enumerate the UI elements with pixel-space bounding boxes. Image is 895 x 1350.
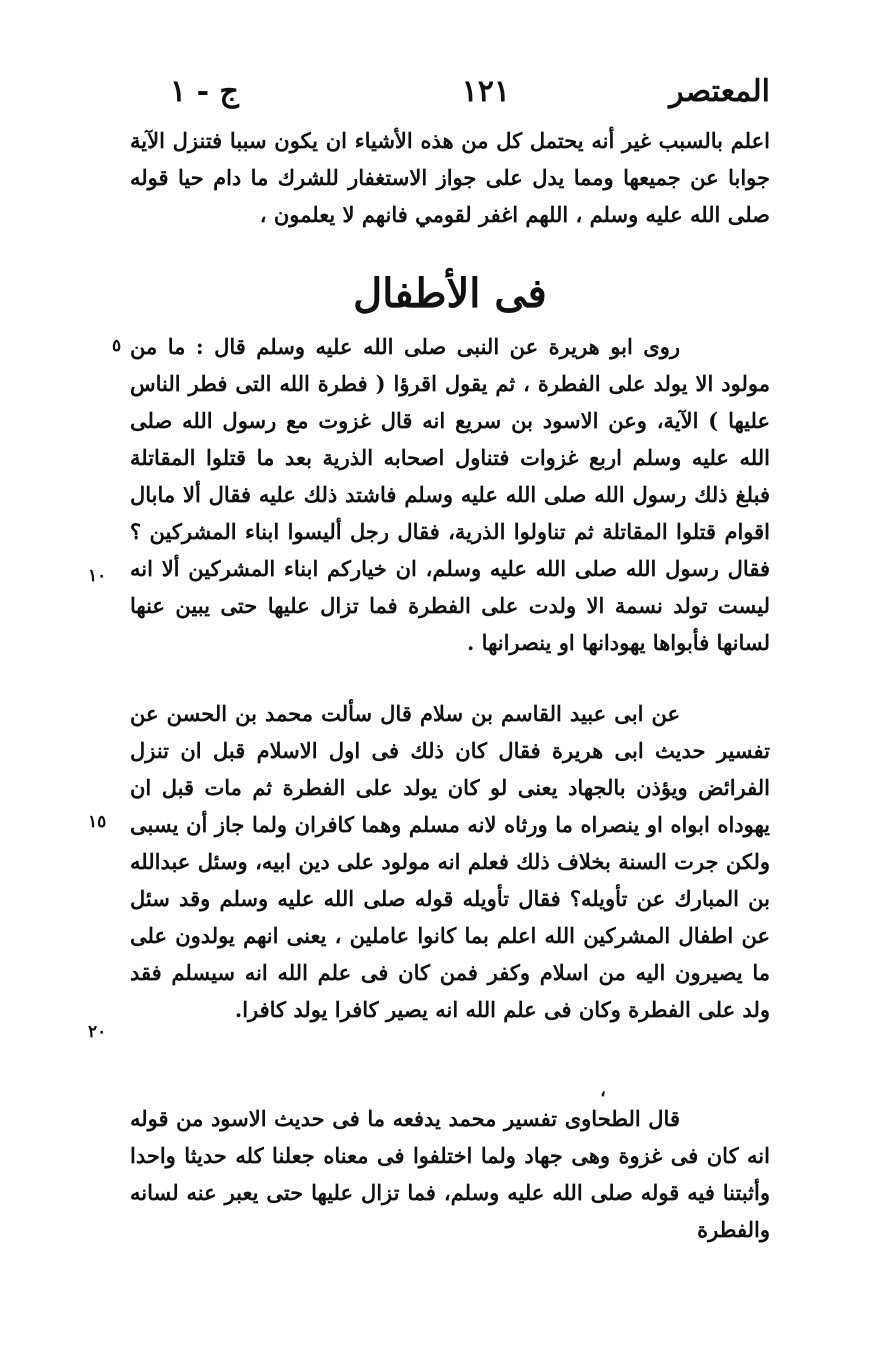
line-number-5: ٥ — [112, 336, 122, 356]
book-title: المعتصر — [669, 74, 770, 109]
line-number-15: ١٥ — [88, 812, 107, 832]
text-block-middle — [130, 328, 770, 661]
line-number-10: ١٠ — [88, 566, 107, 586]
section-heading: فى الأطفال — [353, 270, 547, 317]
text-block-bottom — [130, 1100, 770, 1248]
page-header — [170, 70, 770, 120]
paragraph: روى ابو هريرة عن النبى صلى الله عليه وسلم قال : ما من مولود الا يولد على الفطرة ، ثم يقول اقرؤا ( فطرة الله التى فطر الناس عليها ) الآية، وعن الاسود بن سريع انه قال غزوت مع رسول الله صلى الله عليه وسلم اربع غزوات فتناول اصحابه الذرية بعد ما قتلوا المقاتلة فبلغ ذلك رسول الله صلى الله عليه وسلم فاشتد ذلك عليه فقال ألا مابال اقوام قتلوا المقاتلة ثم تناولوا الذرية، فقال رجل أليسوا ابناء المشركين ؟ فقال رسول الله صلى الله عليه وسلم، ان خياركم ابناء المشركين ألا انه ليست تولد نسمة الا ولدت على الفطرة فما تزال عليها حتى يبين عنها لسانها فأبواها يهودانها او ينصرانها . — [130, 334, 770, 655]
paragraph: اعلم بالسبب غير أنه يحتمل كل من هذه الأشياء ان يكون سببا فتنزل الآية جوابا عن جميعها ومما يدل على جواز الاستغفار للشرك ما دام حيا قوله صلى الله عليه وسلم ، اللهم اغفر لقومي فانهم لا يعلمون ، — [130, 128, 770, 227]
paragraph: قال الطحاوى تفسير محمد يدفعه ما فى حديث الاسود من قوله انه كان فى غزوة وهى جهاد ولما اختلفوا فى معناه جعلنا كله حديثا واحدا وأثبتنا فيه قوله صلى الله عليه وسلم، فما تزال عليها حتى يعبر عنه لسانه والفطرة — [130, 1106, 770, 1242]
stray-mark: ، — [600, 1080, 606, 1101]
paragraph: عن ابى عبيد القاسم بن سلام قال سألت محمد بن الحسن عن تفسير حديث ابى هريرة فقال كان ذلك فى اول الاسلام قبل ان تنزل الفرائض ويؤذن بالجهاد يعنى لو كان يولد على الفطرة ثم مات قبل ان يهوداه ابواه او ينصراه ما ورثاه لانه مسلم وهما كافران ولما جاز أن يسبى ولكن جرت السنة بخلاف ذلك فعلم انه مولود على دين ابيه، وسئل عبدالله بن المبارك عن تأويله؟ فقال تأويله قوله صلى الله عليه وسلم وقد سئل عن اطفال المشركين الله اعلم بما كانوا عاملين ، يعنى انهم يولدون على ما يصيرون اليه من اسلام وكفر فمن كان فى علم الله انه سيسلم فقد ولد على الفطرة وكان فى علم الله انه يصير كافرا يولد كافرا. — [130, 701, 771, 1022]
text-block-lower — [130, 695, 770, 1028]
page-number: ١٢١ — [461, 74, 510, 109]
volume-label: ج - ١ — [170, 74, 239, 109]
text-block-top — [130, 122, 770, 233]
line-number-20: ٢٠ — [88, 1022, 107, 1042]
